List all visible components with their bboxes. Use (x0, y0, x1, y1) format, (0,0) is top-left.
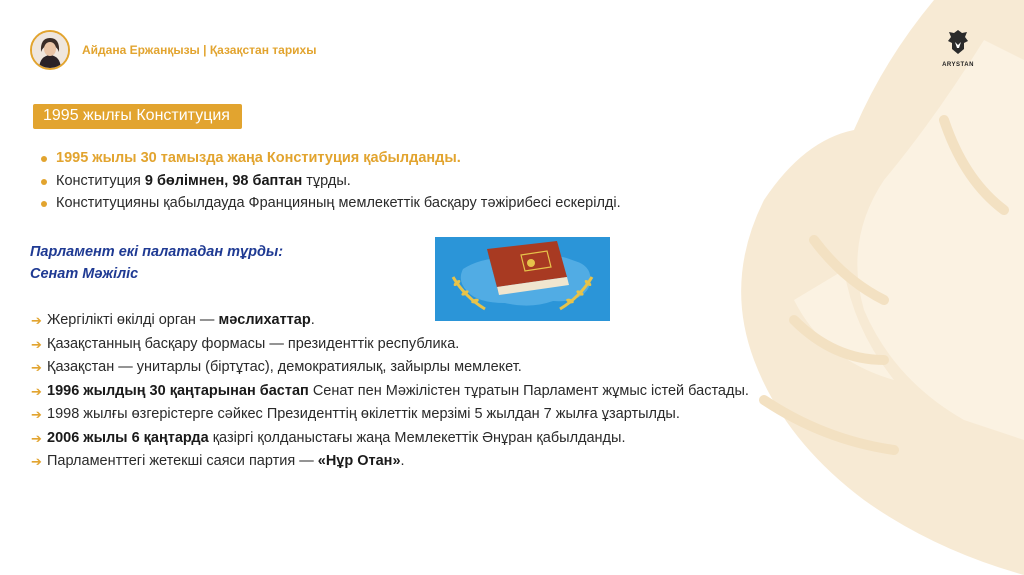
arystan-logo (934, 28, 982, 68)
arrow-icon: ➔ (31, 430, 42, 446)
arrow-list (31, 309, 749, 474)
list-item-text: Парламенттегі жетекші саяси партия — (47, 453, 318, 469)
list-item-text: 1998 жылғы өзгерістерге сәйкес Президенттің өкілеттік мерзімі 5 жылдан 7 жылға ұзартылды. (47, 406, 680, 422)
list-item (31, 380, 749, 404)
list-item (40, 192, 621, 215)
list-item-bold-text: 2006 жылы 6 қаңтарда (47, 429, 209, 446)
arrow-icon: ➔ (31, 360, 42, 375)
list-item (31, 403, 749, 427)
parliament-line-1: Парламент екі палатадан тұрды: (30, 244, 284, 260)
logo-text: ARYSTAN (942, 62, 974, 68)
page-title: 1995 жылғы Конституция (33, 104, 242, 129)
list-item-text: Жергілікті өкілді орган — (47, 312, 219, 328)
list-item (40, 147, 621, 170)
list-item-text: Конституция (56, 172, 145, 189)
list-item (31, 333, 749, 357)
avatar-portrait-icon (32, 32, 68, 68)
arrow-icon: ➔ (31, 313, 42, 328)
list-item-bold-text: мәслихаттар (218, 312, 311, 328)
list-item-text: Қазақстан — унитарлы (біртұтас), демократиялық, зайырлы мемлекет. (47, 359, 522, 375)
list-item (40, 170, 621, 193)
list-item (31, 450, 749, 474)
lion-logo-icon (946, 28, 970, 56)
list-item-bold-text: 1996 жылдың 30 қаңтарынан бастап (47, 382, 309, 399)
author-course-label: Айдана Ержанқызы | Қазақстан тарихы (82, 43, 317, 57)
list-item-text: . (400, 453, 405, 469)
list-item-text: . (310, 312, 315, 328)
list-item (31, 309, 749, 333)
parliament-heading (30, 241, 283, 285)
list-item-bold-text: «Нұр Отан» (317, 453, 401, 469)
arrow-icon: ➔ (31, 407, 42, 422)
list-item (31, 356, 749, 380)
list-item-text: тұрды. (302, 172, 351, 189)
list-item (31, 427, 749, 451)
avatar (30, 30, 70, 70)
list-item-text: Сенат пен Мәжілістен тұратын Парламент жұмыс істей бастады. (308, 382, 749, 399)
arrow-icon: ➔ (31, 383, 42, 399)
header (30, 30, 316, 70)
list-item-text: 1995 жылы 30 тамызда жаңа Конституция қабылданды. (56, 150, 461, 166)
parliament-line-2: Сенат Мәжіліс (30, 266, 139, 282)
list-item-text: қазіргі қолданыстағы жаңа Мемлекеттік Әнұран қабылданды. (208, 429, 626, 446)
list-item-text: Қазақстанның басқару формасы — президенттік республика. (47, 335, 460, 352)
list-item-text: Конституцияны қабылдауда Францияның мемлекеттік басқару тәжірибесі ескерілді. (56, 195, 621, 211)
arrow-icon: ➔ (31, 454, 42, 469)
arrow-icon: ➔ (31, 336, 42, 352)
list-item-bold-text: 9 бөлімнен, 98 баптан (144, 172, 303, 189)
bullet-list (40, 147, 621, 215)
